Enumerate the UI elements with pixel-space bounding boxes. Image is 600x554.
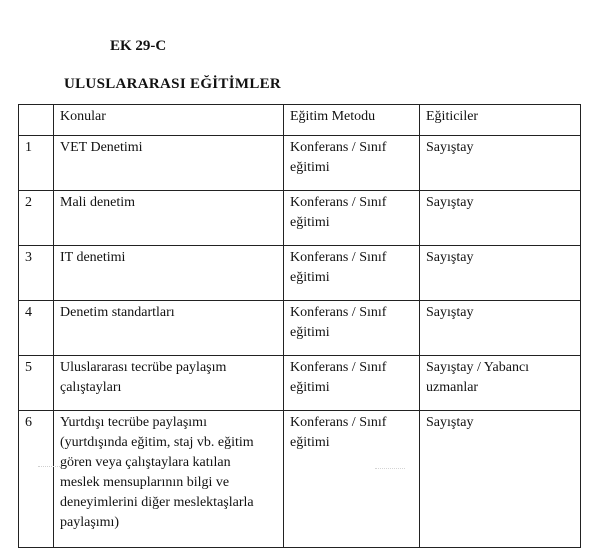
row-topic: Mali denetim bbox=[54, 191, 284, 246]
header-topic: Konular bbox=[54, 105, 284, 136]
scan-artifact bbox=[38, 466, 60, 473]
row-topic: IT denetimi bbox=[54, 246, 284, 301]
annex-code: EK 29-C bbox=[110, 38, 167, 54]
trainers-line: Sayıştay / Yabancı bbox=[426, 360, 530, 375]
row-topic bbox=[54, 411, 284, 548]
row-trainers bbox=[420, 411, 581, 548]
header-trainers: Eğiticiler bbox=[420, 105, 581, 136]
row-trainers bbox=[420, 191, 581, 246]
method-line: Konferans / Sınıf bbox=[290, 360, 387, 375]
method-line: eğitimi bbox=[290, 160, 330, 175]
trainers-line: Sayıştay bbox=[426, 305, 474, 320]
method-line: eğitimi bbox=[290, 435, 330, 450]
table-row bbox=[19, 246, 581, 301]
row-number: 3 bbox=[19, 246, 54, 301]
scan-artifact bbox=[375, 468, 405, 475]
row-method bbox=[284, 191, 420, 246]
topic-line: deneyimlerini diğer meslektaşlarla bbox=[60, 495, 254, 510]
topic-line: meslek mensuplarının bilgi ve bbox=[60, 475, 230, 490]
row-number: 1 bbox=[19, 136, 54, 191]
method-line: eğitimi bbox=[290, 380, 330, 395]
table-row bbox=[19, 411, 581, 548]
row-topic: VET Denetimi bbox=[54, 136, 284, 191]
trainers-line: Sayıştay bbox=[426, 140, 474, 155]
method-line: Konferans / Sınıf bbox=[290, 140, 387, 155]
method-line: eğitimi bbox=[290, 270, 330, 285]
topic-line: Yurtdışı tecrübe paylaşımı bbox=[60, 415, 207, 430]
row-trainers bbox=[420, 136, 581, 191]
topic-line: çalıştayları bbox=[60, 380, 122, 395]
trainings-table bbox=[18, 104, 581, 548]
row-number: 6 bbox=[19, 411, 54, 548]
row-method bbox=[284, 411, 420, 548]
table-row bbox=[19, 356, 581, 411]
document-title: ULUSLARARASI EĞİTİMLER bbox=[64, 76, 282, 92]
trainers-line: uzmanlar bbox=[426, 380, 479, 395]
table-row bbox=[19, 301, 581, 356]
row-trainers bbox=[420, 246, 581, 301]
row-method bbox=[284, 301, 420, 356]
topic-line: (yurtdışında eğitim, staj vb. eğitim bbox=[60, 435, 254, 450]
method-line: eğitimi bbox=[290, 325, 330, 340]
row-topic bbox=[54, 356, 284, 411]
row-trainers bbox=[420, 301, 581, 356]
method-line: Konferans / Sınıf bbox=[290, 305, 387, 320]
table-row bbox=[19, 136, 581, 191]
row-number: 2 bbox=[19, 191, 54, 246]
table-row bbox=[19, 191, 581, 246]
trainers-line: Sayıştay bbox=[426, 415, 474, 430]
method-line: Konferans / Sınıf bbox=[290, 195, 387, 210]
topic-line: Uluslararası tecrübe paylaşım bbox=[60, 360, 227, 375]
topic-line: gören veya çalıştaylara katılan bbox=[60, 455, 231, 470]
topic-line: paylaşımı) bbox=[60, 515, 120, 530]
row-topic: Denetim standartları bbox=[54, 301, 284, 356]
trainers-line: Sayıştay bbox=[426, 250, 474, 265]
header-number bbox=[19, 105, 54, 136]
table-header-row bbox=[19, 105, 581, 136]
row-number: 4 bbox=[19, 301, 54, 356]
method-line: Konferans / Sınıf bbox=[290, 250, 387, 265]
method-line: eğitimi bbox=[290, 215, 330, 230]
row-method bbox=[284, 136, 420, 191]
method-line: Konferans / Sınıf bbox=[290, 415, 387, 430]
trainers-line: Sayıştay bbox=[426, 195, 474, 210]
row-trainers bbox=[420, 356, 581, 411]
row-method bbox=[284, 246, 420, 301]
row-number: 5 bbox=[19, 356, 54, 411]
row-method bbox=[284, 356, 420, 411]
header-method: Eğitim Metodu bbox=[284, 105, 420, 136]
